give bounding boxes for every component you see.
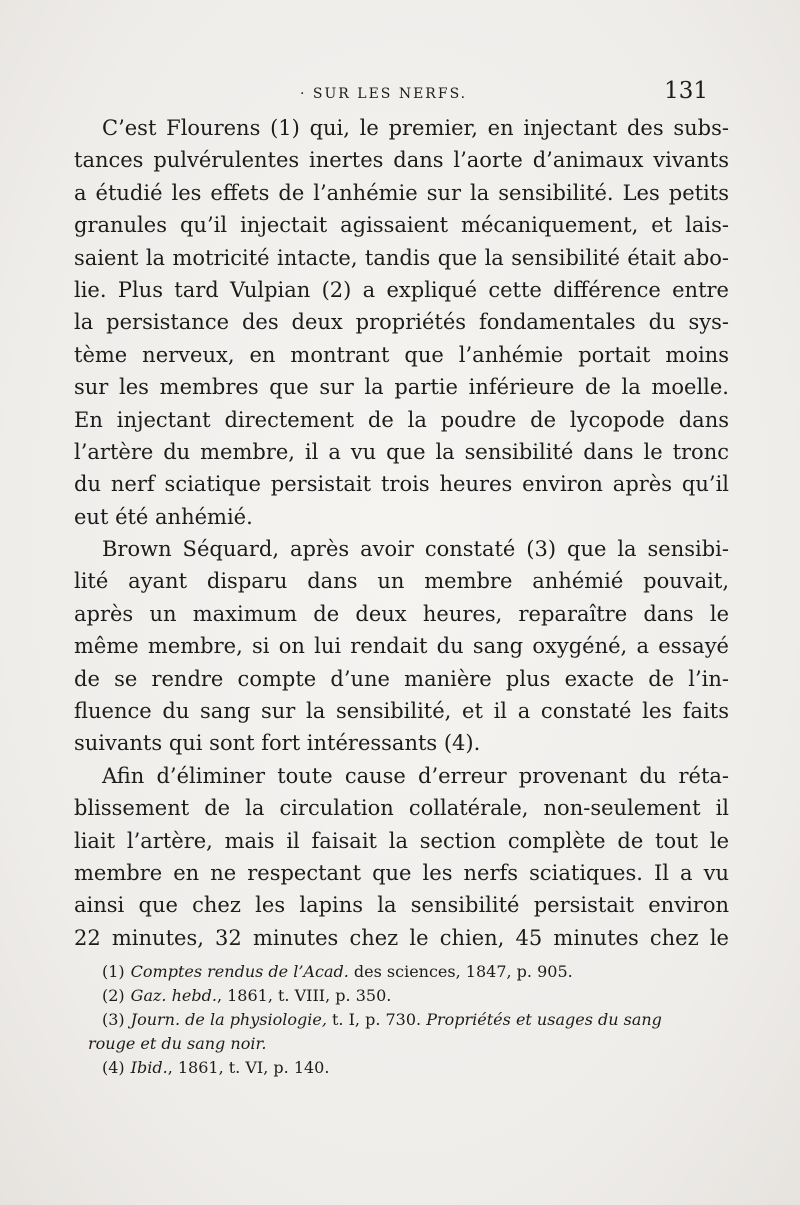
footnote-number: (4) [102, 1058, 125, 1077]
running-head-title: · SUR LES NERFS. [300, 86, 468, 102]
paragraph [74, 760, 729, 954]
running-head [0, 78, 800, 104]
footnote-continuation-text: rouge et du sang noir. [88, 1034, 267, 1053]
text-line: Afin d’éliminer toute cause d’erreur provenant du réta- [102, 763, 729, 788]
footnote-number: (3) [102, 1010, 125, 1029]
text-line: l’artère du membre, il a vu que la sensibilité dans le tronc [74, 439, 729, 464]
paragraph [74, 533, 729, 760]
body-text [74, 112, 729, 954]
text-line: C’est Flourens (1) qui, le premier, en injectant des subs- [102, 116, 729, 140]
text-line: après un maximum de deux heures, reparaître dans le [74, 601, 729, 626]
text-line: blissement de la circulation collatérale, non-seulement il [74, 796, 729, 821]
text-line: lie. Plus tard Vulpian (2) a expliqué cette différence entre [74, 277, 729, 302]
text-line: fluence du sang sur la sensibilité, et il a constaté les faits [74, 699, 729, 724]
text-line: Brown Séquard, après avoir constaté (3) que la sensibi- [102, 537, 729, 562]
text-line: de se rendre compte d’une manière plus exacte de l’in- [74, 666, 729, 691]
text-line: membre en ne respectant que les nerfs sciatiques. Il a vu [74, 860, 729, 885]
text-line: sur les membres que sur la partie inférieure de la moelle. [74, 375, 729, 400]
text-line: a étudié les effets de l’anhémie sur la sensibilité. Les petits [74, 180, 729, 205]
text-line: liait l’artère, mais il faisait la section complète de tout le [74, 828, 729, 853]
footnote [102, 984, 732, 1008]
text-line: granules qu’il injectait agissaient mécaniquement, et lais- [74, 213, 729, 238]
text-line: En injectant directement de la poudre de lycopode dans [74, 407, 729, 432]
footnote-title: Comptes rendus de l’Acad. [130, 962, 349, 981]
text-line: la persistance des deux propriétés fondamentales du sys- [74, 310, 729, 335]
footnote-title: Gaz. hebd. [130, 986, 217, 1005]
text-line: 22 minutes, 32 minutes chez le chien, 45 minutes chez le [74, 925, 729, 950]
footnote-reference: , 1861, t. VIII, p. 350. [216, 986, 392, 1005]
footnotes [88, 960, 732, 1080]
paragraph [74, 112, 729, 533]
footnote-number: (2) [102, 986, 125, 1005]
footnote-title: Journ. de la physiologie, [130, 1010, 327, 1029]
text-line: ainsi que chez les lapins la sensibilité persistait environ [74, 893, 729, 918]
text-line: saient la motricité intacte, tandis que la sensibilité était abo- [74, 245, 729, 270]
footnote-reference: , 1861, t. VI, p. 140. [167, 1058, 330, 1077]
footnote-continuation [88, 1032, 732, 1056]
text-line: lité ayant disparu dans un membre anhémié pouvait, [74, 569, 729, 594]
footnote [102, 960, 732, 984]
footnote-reference: t. I, p. 730. [326, 1010, 427, 1029]
text-line: suivants qui sont fort intéressants (4). [74, 731, 481, 756]
text-line: du nerf sciatique persistait trois heures environ après qu’il [74, 472, 729, 497]
text-line: tances pulvérulentes inertes dans l’aorte d’animaux vivants [74, 148, 729, 173]
footnote [102, 1008, 732, 1032]
footnote-number: (1) [102, 962, 125, 981]
page-number: 131 [664, 78, 708, 104]
footnote-subtitle: Propriétés et usages du sang [426, 1010, 662, 1029]
footnote [102, 1056, 732, 1080]
text-line: même membre, si on lui rendait du sang oxygéné, a essayé [74, 634, 729, 659]
text-line: eut été anhémié. [74, 504, 253, 529]
footnote-reference: des sciences, 1847, p. 905. [348, 962, 573, 981]
text-line: tème nerveux, en montrant que l’anhémie portait moins [74, 342, 729, 367]
footnote-title: Ibid. [130, 1058, 168, 1077]
